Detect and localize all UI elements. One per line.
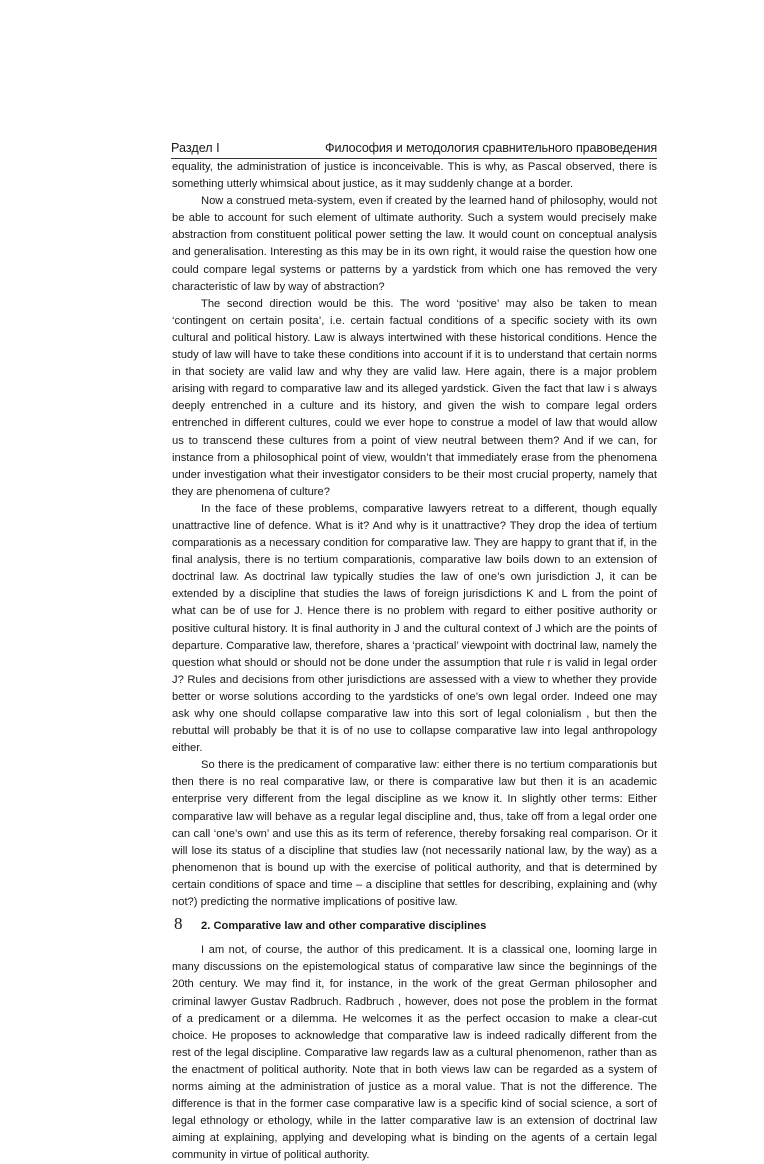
section-heading: 2. Comparative law and other comparative disciplines	[201, 920, 487, 933]
section-label: Раздел I	[171, 141, 220, 155]
chapter-title: Философия и методология сравнительного правоведения	[325, 141, 657, 155]
page-number: 8	[174, 914, 183, 933]
paragraph: Now a construed meta-system, even if created by the learned hand of philosophy, would not be able to account for such element of ultimate authority. Such a system would precisely make abstraction from constituent political power setting the law. It would count on conceptual analysis and generalisation. Interesting as this may be in its own right, it would raise the question how one could compare legal systems or patterns by a yardstick from which one has removed the very characteristic of law by way of abstraction?	[172, 195, 657, 293]
paragraph: equality, the administration of justice is inconceivable. This is why, as Pascal observed, there is something utterly whimsical about justice, as it may suddenly change at a border.	[172, 161, 657, 191]
running-header	[171, 138, 657, 158]
paragraph: In the face of these problems, comparative lawyers retreat to a different, though equally unattractive line of defence. What is it? And why is it unattractive? They drop the idea of tertium comparationis as a necessary condition for comparative law. They are happy to grant that if, in the final analysis, there is no tertium comparationis, comparative law boils down to an extension of doctrinal law. As doctrinal law typically studies the law of one’s own jurisdiction J, it can be extended by a discipline that studies the laws of foreign jurisdictions K and L from the point of what can be of use for J. Hence there is no problem with regard to either positive authority or positive cultural history. It is final authority in J and the cultural context of J which are the points of departure. Comparative law, therefore, shares a ‘practical’ viewpoint with doctrinal law, namely the question what should or should not be done under the assumption that rule r is valid in legal order J? Rules and decisions from other jurisdictions are assessed with a view to whether they provide better or worse solutions according to the yardsticks of one’s own legal order. Indeed one may ask why one should collapse comparative law into this sort of legal colonialism , but then the rebuttal will probably be that it is of no use to collapse comparative law into legal anthropology either.	[172, 502, 657, 755]
paragraph: The second direction would be this. The word ‘positive’ may also be taken to mean ‘contingent on certain posita’, i.e. certain factual conditions of a specific society with its own cultural and political history. Law is always intertwined with these historical conditions. Hence the study of law will have to take these conditions into account if it is to understand that certain norms in that society are valid law and why they are valid law. Here again, there is a major problem arising with regard to comparative law and its alleged yardstick. Given the fact that law i s always deeply entrenched in a culture and its history, and given the wish to compare legal orders entrenched in different cultures, could we ever hope to construe a model of law that would allow us to transcend these cultures from a point of view neutral between them? And if we can, for instance from a philosophical point of view, wouldn’t that immediately erase from the phenomena under investigation what their investigator considers to be their most crucial property, namely that they are phenomena of culture?	[172, 297, 657, 498]
paragraph: I am not, of course, the author of this predicament. It is a classical one, looming large in many discussions on the epistemological status of comparative law since the beginnings of the 20th century. We may find it, for instance, in the work of the great German philosopher and criminal lawyer Gustav Radbruch. Radbruch , however, does not pose the problem in the format of a predicament or a dilemma. He welcomes it as the perfect occasion to make a clear-cut choice. He proposes to acknowledge that comparative law is indeed radically different from the rest of the legal discipline. Comparative law regards law as a cultural phenomenon, rather than as the enactment of political authority. Note that in both views law can be regarded as a system of norms aiming at the administration of justice as a moral value. That is not the difference. The difference is that in the former case comparative law is a specific kind of social science, a sort of legal ethnology or ethology, while in the latter comparative law is an extension of doctrinal law aiming at explaining, applying and developing what is binding on the agents of a certain legal community in virtue of political authority.	[172, 944, 657, 1162]
body-text	[172, 159, 657, 1164]
paragraph: So there is the predicament of comparative law: either there is no tertium comparationis but then there is no real comparative law, or there is comparative law but then it is an academic enterprise very different from the legal discipline as we know it. In slightly other terms: Either comparative law will behave as a regular legal discipline and, thus, take off from a legal order one can call ‘one’s own’ and use this as its term of reference, thereby forsaking real comparison. Or it will lose its status of a discipline that studies law (not necessarily national law, by the way) as a phenomenon that is bound up with the exercise of political authority, and that is determined by certain conditions of space and time – a discipline that settles for describing, explaining and (why not?) predicting the normative implications of positive law.	[172, 759, 657, 909]
